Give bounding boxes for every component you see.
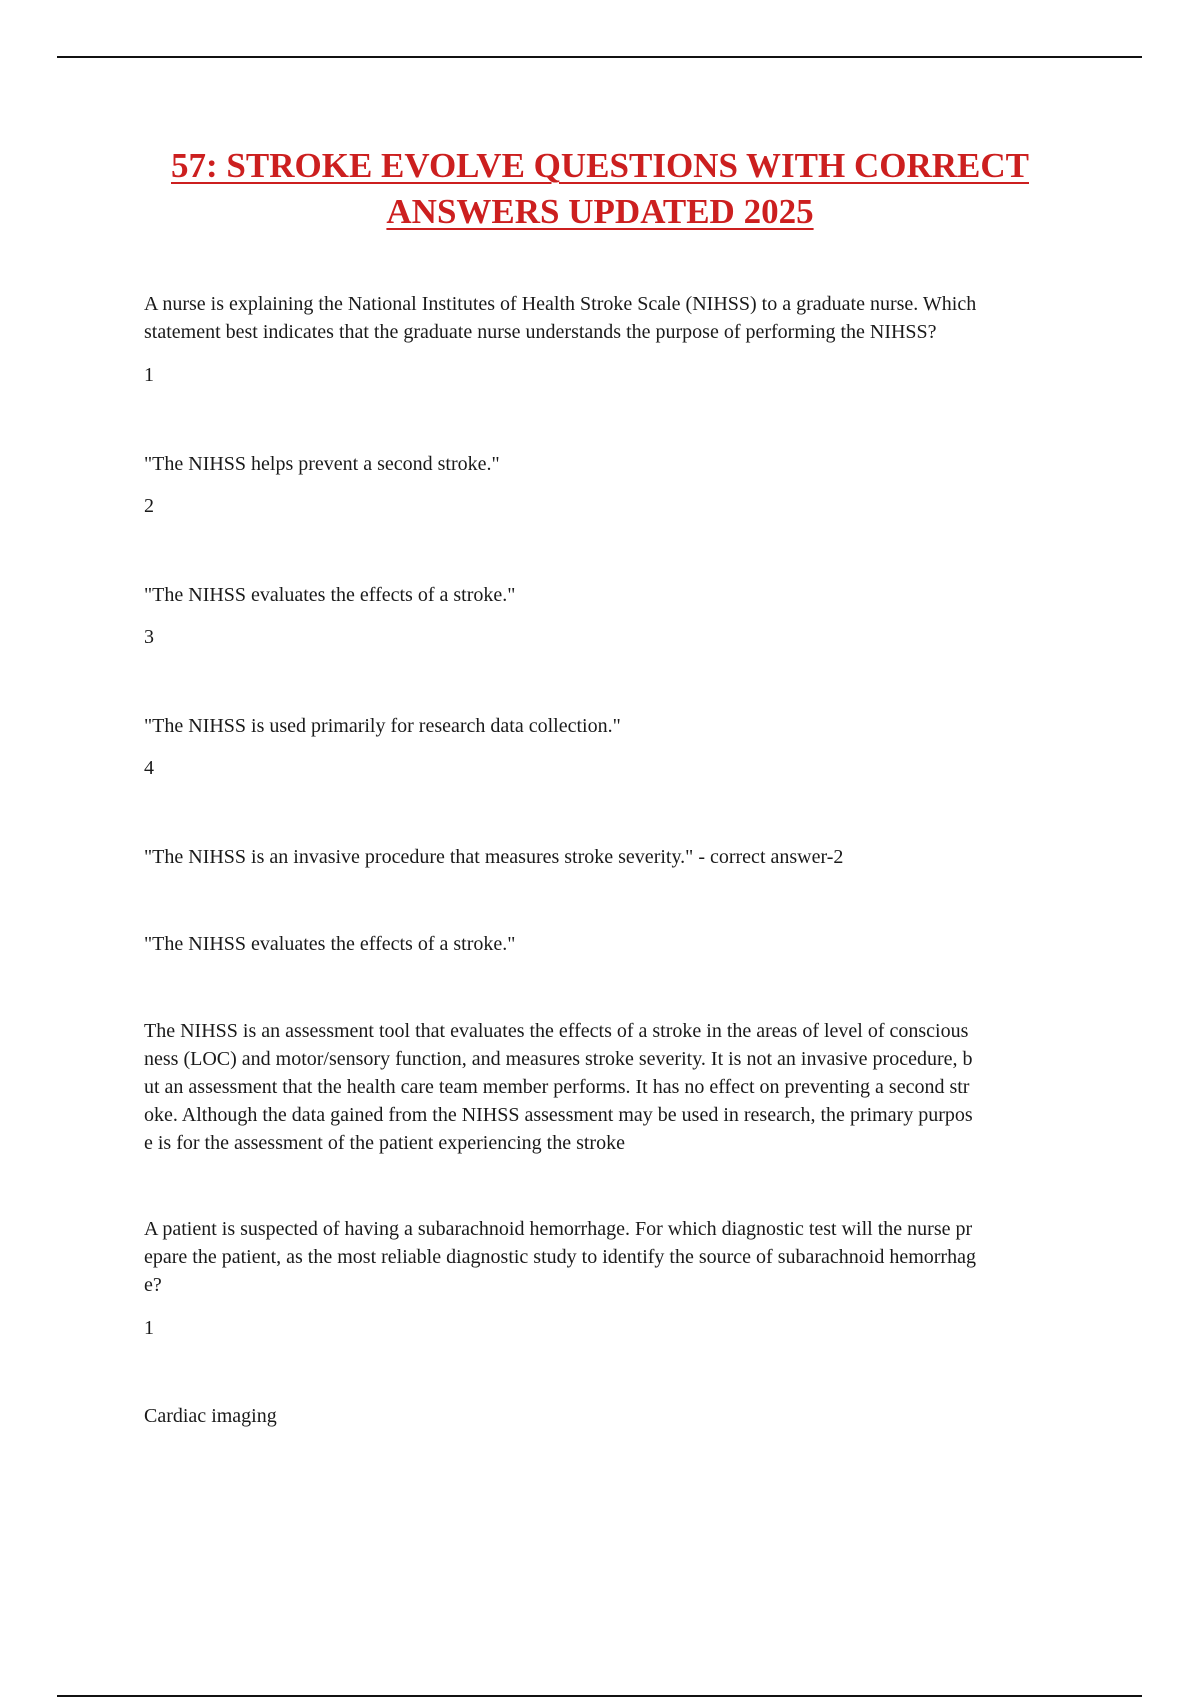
question-1-prompt-line: A nurse is explaining the National Institutes of Health Stroke Scale (NIHSS) to a graduate nurse. Which — [144, 293, 977, 315]
title-line-2: ANSWERS UPDATED 2025 — [386, 192, 814, 231]
question-2-option-1-text: Cardiac imaging — [144, 1405, 277, 1427]
question-2-prompt — [144, 1215, 976, 1299]
question-1-option-2-number: 2 — [144, 495, 154, 517]
question-2-option-1-number: 1 — [144, 1317, 154, 1339]
question-1-option-3-number: 3 — [144, 626, 154, 648]
question-2-prompt-line: e? — [144, 1274, 162, 1296]
rationale-line: ut an assessment that the health care team member performs. It has no effect on preventing a second str — [144, 1076, 970, 1098]
title-line-1: 57: STROKE EVOLVE QUESTIONS WITH CORRECT — [171, 146, 1029, 185]
question-1-option-1-number: 1 — [144, 364, 154, 386]
question-1-option-1-text: "The NIHSS helps prevent a second stroke." — [144, 453, 500, 475]
question-1-option-2-text: "The NIHSS evaluates the effects of a stroke." — [144, 584, 516, 606]
question-1-option-3-text: "The NIHSS is used primarily for research data collection." — [144, 715, 621, 737]
rationale-line: e is for the assessment of the patient experiencing the stroke — [144, 1132, 625, 1154]
question-1-rationale — [144, 1017, 973, 1157]
question-1-prompt-line: statement best indicates that the graduate nurse understands the purpose of performing the NIHSS? — [144, 321, 937, 343]
bottom-rule — [57, 1695, 1142, 1697]
rationale-line: oke. Although the data gained from the NIHSS assessment may be used in research, the primary purpos — [144, 1104, 973, 1126]
top-rule — [57, 56, 1142, 58]
rationale-line: ness (LOC) and motor/sensory function, and measures stroke severity. It is not an invasive procedure, b — [144, 1048, 973, 1070]
question-2-prompt-line: A patient is suspected of having a subarachnoid hemorrhage. For which diagnostic test will the nurse pr — [144, 1218, 973, 1240]
question-1-option-4-number: 4 — [144, 757, 154, 779]
question-1-option-4-text: "The NIHSS is an invasive procedure that measures stroke severity." - correct answer-2 — [144, 846, 844, 868]
document-title — [100, 143, 1100, 235]
rationale-line: The NIHSS is an assessment tool that evaluates the effects of a stroke in the areas of level of conscious — [144, 1020, 969, 1042]
question-1-answer: "The NIHSS evaluates the effects of a stroke." — [144, 933, 516, 955]
question-1-prompt — [144, 290, 976, 346]
question-2-prompt-line: epare the patient, as the most reliable diagnostic study to identify the source of subarachnoid hemorrhag — [144, 1246, 976, 1268]
